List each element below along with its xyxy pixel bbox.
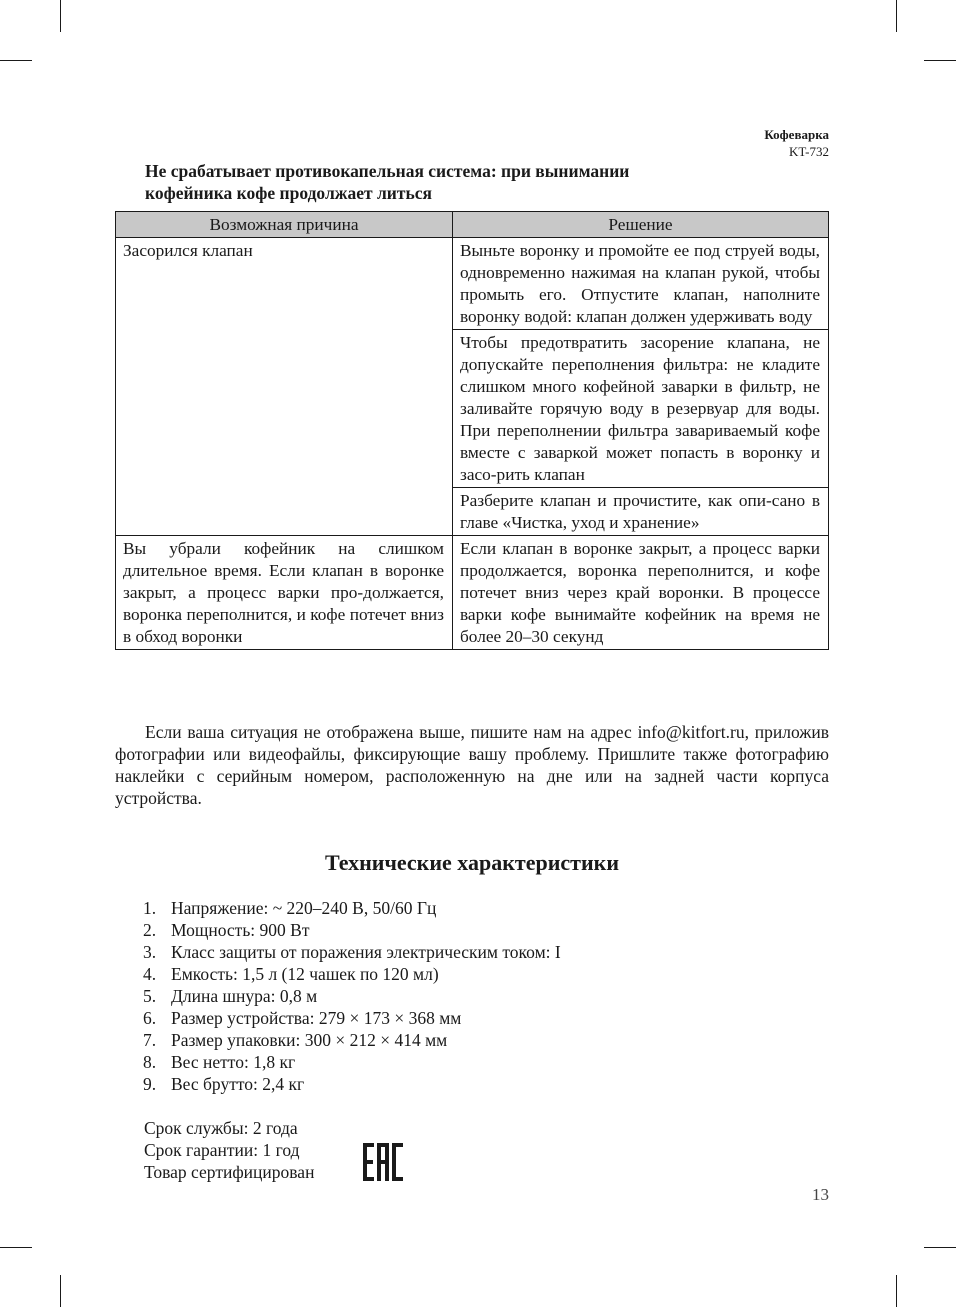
spec-list-item xyxy=(115,941,561,963)
spec-item-text: Емкость: 1,5 л (12 чашек по 120 мл) xyxy=(171,964,439,984)
service-life: Срок службы: 2 года xyxy=(144,1118,298,1138)
running-header xyxy=(764,126,829,160)
spec-item-number: 2. xyxy=(143,920,157,940)
crop-mark xyxy=(0,60,32,61)
cause-text: Вы убрали кофейник на слишком длительное время. Если клапан в воронке закрыт, а процесс варки про-должается, воронка переполнится, и кофе потечет вниз в обход воронки xyxy=(123,539,444,646)
spec-item-number: 7. xyxy=(143,1030,157,1050)
solution-cell xyxy=(453,536,829,650)
troubleshooting-table xyxy=(115,211,829,650)
crop-mark xyxy=(0,1247,32,1248)
section-heading-line: кофейника кофе продолжает литься xyxy=(145,183,432,203)
spec-list-item xyxy=(115,1029,561,1051)
spec-item-number: 3. xyxy=(143,942,157,962)
eac-certification-logo xyxy=(362,1142,404,1182)
spec-item-text: Вес нетто: 1,8 кг xyxy=(171,1052,296,1072)
spec-item-text: Длина шнура: 0,8 м xyxy=(171,986,318,1006)
header-product-name: Кофеварка xyxy=(764,127,829,142)
spec-list-item xyxy=(115,985,561,1007)
spec-item-number: 6. xyxy=(143,1008,157,1028)
spec-item-text: Класс защиты от поражения электрическим током: I xyxy=(171,942,561,962)
spec-item-number: 4. xyxy=(143,964,157,984)
section-heading xyxy=(145,160,785,204)
table-row xyxy=(116,536,829,650)
solution-cell xyxy=(453,330,829,488)
column-header-solution: Решение xyxy=(453,212,829,238)
crop-mark xyxy=(924,60,956,61)
spec-list-item xyxy=(115,919,561,941)
spec-list-item xyxy=(115,963,561,985)
cause-text: Засорился клапан xyxy=(123,241,253,260)
crop-mark xyxy=(924,1247,956,1248)
spec-item-number: 9. xyxy=(143,1074,157,1094)
spec-item-text: Мощность: 900 Вт xyxy=(171,920,310,940)
spec-item-number: 1. xyxy=(143,898,157,918)
solution-cell xyxy=(453,238,829,330)
crop-mark xyxy=(60,1275,61,1307)
service-info xyxy=(144,1117,314,1183)
spec-list-item xyxy=(115,1051,561,1073)
spec-item-text: Размер устройства: 279 × 173 × 368 мм xyxy=(171,1008,462,1028)
contact-paragraph: Если ваша ситуация не отображена выше, пишите нам на адрес info@kitfort.ru, приложив фотографии или видеофайлы, фиксирующие вашу проблему. Пришлите также фотографию наклейки с серийным номером, расположенную на дне или на задней части корпуса устройства. xyxy=(115,722,829,808)
spec-list-item xyxy=(115,1007,561,1029)
table-header-row xyxy=(116,212,829,238)
spec-list-item xyxy=(115,1073,561,1095)
warranty-period: Срок гарантии: 1 год xyxy=(144,1140,300,1160)
spec-list-item xyxy=(115,897,561,919)
solution-text: Выньте воронку и промойте ее под струей воды, одновременно нажимая на клапан рукой, чтобы промыть его. Отпустите клапан, наполните воронку водой: клапан должен удерживать воду xyxy=(460,241,820,326)
spec-item-text: Вес брутто: 2,4 кг xyxy=(171,1074,305,1094)
solution-text: Разберите клапан и прочистите, как опи-сано в главе «Чистка, уход и хранение» xyxy=(460,491,820,532)
solution-cell xyxy=(453,488,829,536)
crop-mark xyxy=(896,0,897,32)
spec-item-number: 5. xyxy=(143,986,157,1006)
crop-mark xyxy=(896,1275,897,1307)
solution-text: Чтобы предотвратить засорение клапана, не допускайте переполнения фильтра: не кладите слишком много кофейной заварки в фильтр, не заливайте горячую воду в резервуар для воды. При переполнении фильтра завариваемый кофе вместе с заваркой может попасть в воронку и засо-рить клапан xyxy=(460,333,820,484)
certification-note: Товар сертифицирован xyxy=(144,1162,315,1182)
section-heading-line: Не срабатывает противокапельная система: при вынимании xyxy=(145,161,630,181)
solution-text: Если клапан в воронке закрыт, а процесс варки продолжается, воронка переполнится, и кофе потечет вниз через край воронки. В процессе варки кофе вынимайте кофейник на время не более 20–30 секунд xyxy=(460,539,820,646)
spec-item-number: 8. xyxy=(143,1052,157,1072)
spec-item-text: Размер упаковки: 300 × 212 × 414 мм xyxy=(171,1030,448,1050)
crop-mark xyxy=(60,0,61,32)
cause-cell xyxy=(116,238,453,536)
header-model: KT-732 xyxy=(789,144,829,159)
tech-specs-title: Технические характеристики xyxy=(324,850,620,875)
page-number: 13 xyxy=(812,1185,829,1204)
table-row xyxy=(116,238,829,330)
tech-specs-list xyxy=(115,897,561,1095)
spec-item-text: Напряжение: ~ 220–240 В, 50/60 Гц xyxy=(171,898,437,918)
column-header-cause: Возможная причина xyxy=(116,212,453,238)
cause-cell xyxy=(116,536,453,650)
